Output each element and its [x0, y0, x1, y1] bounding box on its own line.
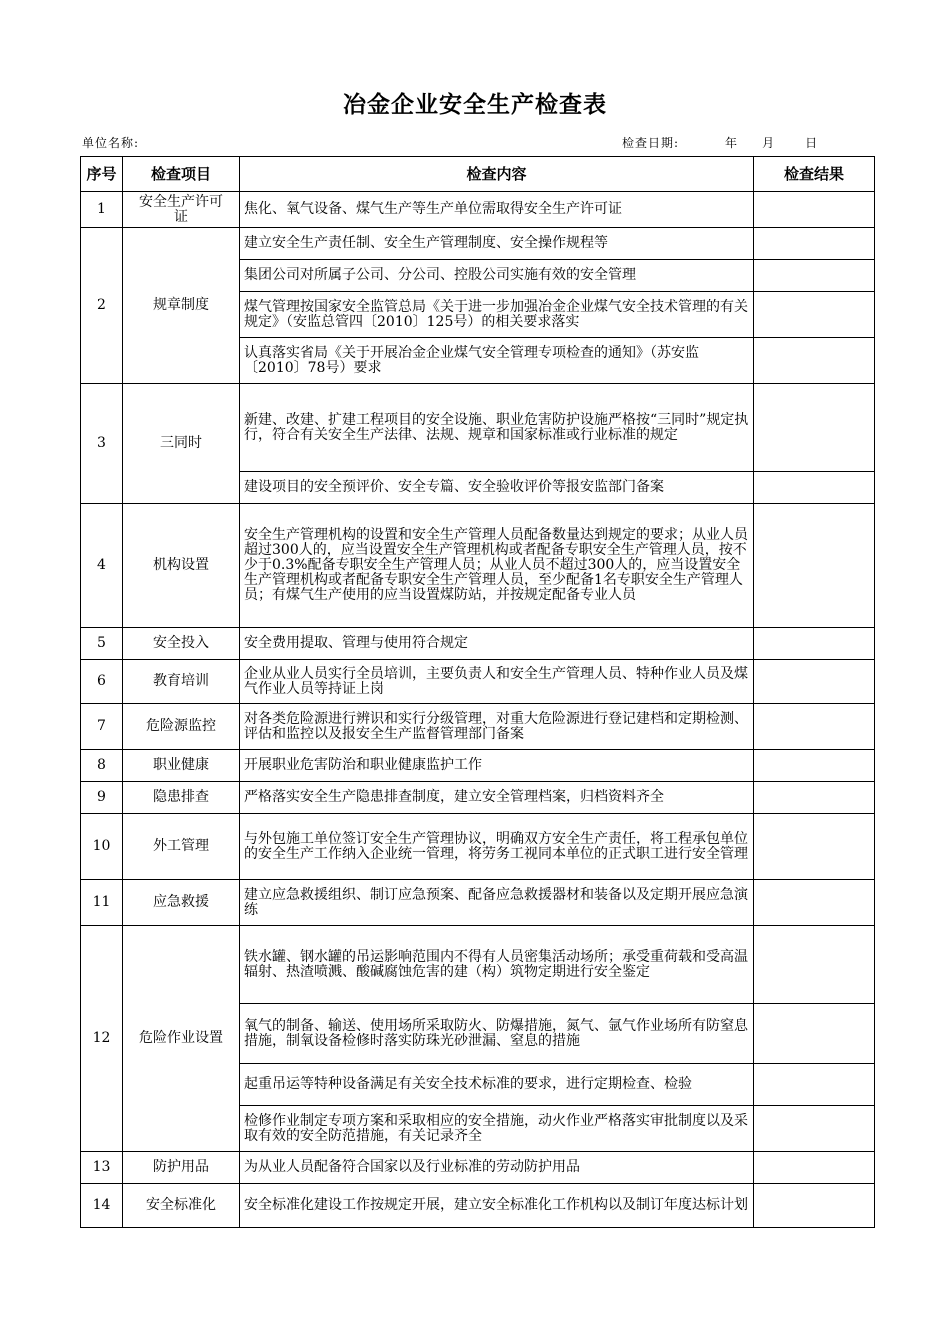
check-result-cell[interactable] [754, 750, 875, 782]
table-row [81, 1152, 875, 1184]
check-result-cell[interactable] [754, 504, 875, 628]
table-row [81, 750, 875, 782]
table-row [81, 192, 875, 228]
table-body [81, 192, 875, 1228]
check-item: 教育培训 [123, 660, 240, 704]
table-row [81, 1184, 875, 1228]
check-item: 危险源监控 [123, 704, 240, 750]
unit-name-label: 单位名称: [82, 136, 140, 150]
date-label: 检查日期: [622, 136, 680, 150]
row-number: 14 [81, 1184, 123, 1228]
check-content: 建立安全生产责任制、安全生产管理制度、安全操作规程等 [240, 228, 754, 260]
check-content: 检修作业制定专项方案和采取相应的安全措施，动火作业严格落实审批制度以及采取有效的安全防范措施，有关记录齐全 [240, 1106, 754, 1152]
check-item: 应急救援 [123, 880, 240, 926]
check-result-cell[interactable] [754, 292, 875, 338]
check-content: 认真落实省局《关于开展冶金企业煤气安全管理专项检查的通知》（苏安监〔2010〕78号）要求 [240, 338, 754, 384]
row-number: 3 [81, 384, 123, 504]
check-content: 起重吊运等特种设备满足有关安全技术标准的要求，进行定期检查、检验 [240, 1064, 754, 1106]
header-no: 序号 [81, 157, 123, 192]
row-number: 4 [81, 504, 123, 628]
check-result-cell[interactable] [754, 384, 875, 472]
check-result-cell[interactable] [754, 782, 875, 814]
row-number: 7 [81, 704, 123, 750]
check-result-cell[interactable] [754, 926, 875, 1004]
check-content: 焦化、氧气设备、煤气生产等生产单位需取得安全生产许可证 [240, 192, 754, 228]
date-month: 月 [762, 136, 776, 150]
check-item: 隐患排查 [123, 782, 240, 814]
table-row [81, 782, 875, 814]
check-content: 安全生产管理机构的设置和安全生产管理人员配备数量达到规定的要求；从业人员超过300人的，应当设置安全生产管理机构或者配备专职安全生产管理人员，按不少于0.3%配备专职安全生产管理人员；从业人员不超过300人的，应当设置安全生产管理机构或者配备专职安全生产管理人员，至少配备1名专职安全生产管理人员；有煤气生产使用的应当设置煤防站，并按规定配备专业人员 [240, 504, 754, 628]
row-number: 13 [81, 1152, 123, 1184]
row-number: 6 [81, 660, 123, 704]
check-result-cell[interactable] [754, 260, 875, 292]
check-result-cell[interactable] [754, 228, 875, 260]
check-content: 为从业人员配备符合国家以及行业标准的劳动防护用品 [240, 1152, 754, 1184]
header-result: 检查结果 [754, 157, 875, 192]
check-content: 与外包施工单位签订安全生产管理协议，明确双方安全生产责任，将工程承包单位的安全生产工作纳入企业统一管理，将劳务工视同本单位的正式职工进行安全管理 [240, 814, 754, 880]
check-item: 危险作业设置 [123, 926, 240, 1152]
row-number: 1 [81, 192, 123, 228]
row-number: 10 [81, 814, 123, 880]
check-item: 安全投入 [123, 628, 240, 660]
row-number: 11 [81, 880, 123, 926]
table-row [81, 814, 875, 880]
table-row [81, 628, 875, 660]
check-result-cell[interactable] [754, 192, 875, 228]
row-number: 9 [81, 782, 123, 814]
check-content: 煤气管理按国家安全监管总局《关于进一步加强冶金企业煤气安全技术管理的有关规定》（安监总管四〔2010〕125号）的相关要求落实 [240, 292, 754, 338]
check-content: 安全标准化建设工作按规定开展，建立安全标准化工作机构以及制订年度达标计划 [240, 1184, 754, 1228]
check-result-cell[interactable] [754, 660, 875, 704]
table-row [81, 660, 875, 704]
check-result-cell[interactable] [754, 1064, 875, 1106]
check-result-cell[interactable] [754, 814, 875, 880]
check-content: 企业从业人员实行全员培训，主要负责人和安全生产管理人员、特种作业人员及煤气作业人员等持证上岗 [240, 660, 754, 704]
inspection-table [80, 156, 875, 1228]
check-content: 对各类危险源进行辨识和实行分级管理，对重大危险源进行登记建档和定期检测、评估和监控以及报安全生产监督管理部门备案 [240, 704, 754, 750]
check-result-cell[interactable] [754, 880, 875, 926]
inspection-date [622, 134, 818, 151]
check-result-cell[interactable] [754, 1004, 875, 1064]
check-item: 规章制度 [123, 228, 240, 384]
check-item: 三同时 [123, 384, 240, 504]
check-result-cell[interactable] [754, 472, 875, 504]
header-content: 检查内容 [240, 157, 754, 192]
check-item: 防护用品 [123, 1152, 240, 1184]
check-result-cell[interactable] [754, 1184, 875, 1228]
check-content: 集团公司对所属子公司、分公司、控股公司实施有效的安全管理 [240, 260, 754, 292]
check-content: 建立应急救援组织、制订应急预案、配备应急救援器材和装备以及定期开展应急演练 [240, 880, 754, 926]
row-number: 2 [81, 228, 123, 384]
row-number: 5 [81, 628, 123, 660]
header-row [81, 157, 875, 192]
check-result-cell[interactable] [754, 1152, 875, 1184]
check-content: 安全费用提取、管理与使用符合规定 [240, 628, 754, 660]
table-row [81, 384, 875, 472]
check-item: 安全生产许可证 [123, 192, 240, 228]
table-row [81, 228, 875, 260]
table-row [81, 926, 875, 1004]
table-row [81, 704, 875, 750]
row-number: 8 [81, 750, 123, 782]
date-day: 日 [805, 136, 819, 150]
check-item: 安全标准化 [123, 1184, 240, 1228]
check-result-cell[interactable] [754, 338, 875, 384]
table-row [81, 880, 875, 926]
row-number: 12 [81, 926, 123, 1152]
header-item: 检查项目 [123, 157, 240, 192]
check-content: 铁水罐、钢水罐的吊运影响范围内不得有人员密集活动场所；承受重荷载和受高温辐射、热渣喷溅、酸碱腐蚀危害的建（构）筑物定期进行安全鉴定 [240, 926, 754, 1004]
check-item: 机构设置 [123, 504, 240, 628]
check-item: 外工管理 [123, 814, 240, 880]
check-result-cell[interactable] [754, 1106, 875, 1152]
check-content: 氧气的制备、输送、使用场所采取防火、防爆措施，氮气、氩气作业场所有防窒息措施，制氧设备检修时落实防珠光砂泄漏、窒息的措施 [240, 1004, 754, 1064]
check-content: 新建、改建、扩建工程项目的安全设施、职业危害防护设施严格按“三同时”规定执行，符合有关安全生产法律、法规、规章和国家标准或行业标准的规定 [240, 384, 754, 472]
check-result-cell[interactable] [754, 704, 875, 750]
check-content: 建设项目的安全预评价、安全专篇、安全验收评价等报安监部门备案 [240, 472, 754, 504]
page-title: 冶金企业安全生产检查表 [343, 91, 607, 118]
check-content: 开展职业危害防治和职业健康监护工作 [240, 750, 754, 782]
date-year: 年 [725, 136, 739, 150]
check-content: 严格落实安全生产隐患排查制度，建立安全管理档案，归档资料齐全 [240, 782, 754, 814]
check-result-cell[interactable] [754, 628, 875, 660]
table-row [81, 504, 875, 628]
check-item: 职业健康 [123, 750, 240, 782]
